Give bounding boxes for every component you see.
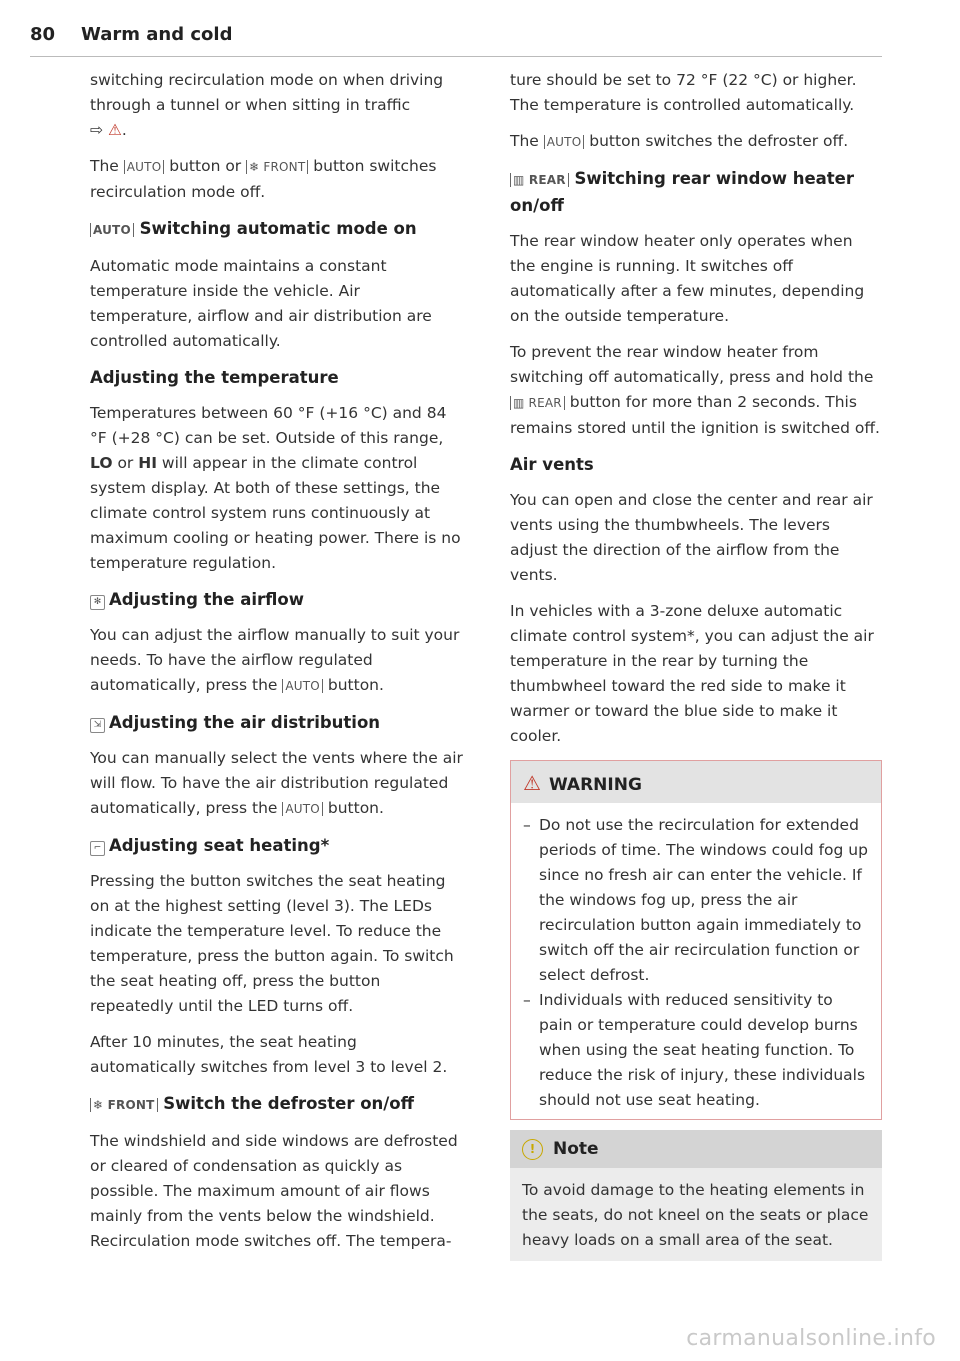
auto-mode-text: Automatic mode maintains a constant temperature inside the vehicle. Air temperature, airflow and air distribution are controlled automatically. xyxy=(90,257,432,350)
rear-key: ▥ REAR xyxy=(510,173,569,187)
heading-temperature: Adjusting the temperature xyxy=(90,368,339,387)
warning-box xyxy=(510,760,882,1120)
page-number: 80 xyxy=(30,24,56,45)
seat-heating-text: Pressing the button switches the seat heating on at the highest setting (level 3). The LEDs indicate the temperature level. To reduce the temperature, press the button again. To switch the seat heating off, press the button repeatedly until the LED turns off. xyxy=(90,872,454,1015)
note-text: To avoid damage to the heating elements in the seats, do not kneel on the seats or place heavy loads on a small area of the seat. xyxy=(522,1181,869,1249)
info-icon: ! xyxy=(522,1139,543,1160)
right-column xyxy=(510,68,882,1261)
recirculation-off-text: The AUTO button or ❄ FRONT button switches recirculation mode off. xyxy=(90,157,437,201)
left-column xyxy=(90,68,465,1265)
warning-item: – Do not use the recirculation for extended periods of time. The windows could fog up since no fresh air can enter the vehicle. If the windows fog up, press the air recirculation button again immediately to switch off the air recirculation function or select defrost. xyxy=(523,816,868,984)
air-distribution-text: You can manually select the vents where the air will flow. To have the air distribution regulated automatically, press the AUTO button. xyxy=(90,749,463,817)
warning-list xyxy=(511,803,881,1119)
seat-heating-icon: ⌐ xyxy=(90,841,105,856)
warning-ref-icon: ⚠ xyxy=(107,121,122,139)
defroster-continued-text: ture should be set to 72 °F (22 °C) or higher. The temperature is controlled automatically. xyxy=(510,71,857,114)
warning-icon: ⚠ xyxy=(523,771,541,795)
section-title: Warm and cold xyxy=(81,24,233,45)
rear-heater-text: The rear window heater only operates when the engine is running. It switches off automatically after a few minutes, depending on the outside temperature. xyxy=(510,232,865,325)
warning-item: – Individuals with reduced sensitivity to pain or temperature could develop burns when using the seat heating function. To reduce the risk of injury, these individuals should not use seat heating. xyxy=(523,991,866,1109)
note-box xyxy=(510,1130,882,1261)
airflow-text: You can adjust the airflow manually to suit your needs. To have the airflow regulated automatically, press the AUTO button. xyxy=(90,626,460,694)
heading-air-distribution: ⇲ Adjusting the air distribution xyxy=(90,710,465,735)
temperature-text: Temperatures between 60 °F (+16 °C) and 84 °F (+28 °C) can be set. Outside of this range, LO or HI will appear in the climate control system display. At both of these settings, the climate control system runs continuously at maximum cooling or heating power. There is no temperature regulation. xyxy=(90,404,461,572)
air-vents-text: You can open and close the center and rear air vents using the thumbwheels. The levers adjust the direction of the airflow from the vents. xyxy=(510,491,873,584)
seat-heating-timer-text: After 10 minutes, the seat heating automatically switches from level 3 to level 2. xyxy=(90,1033,448,1076)
heading-rear-window-heater: ▥ REAR Switching rear window heater on/off xyxy=(510,169,855,215)
recirculation-text: switching recirculation mode on when driving through a tunnel or when sitting in traffic ⇨ ⚠. xyxy=(90,71,444,139)
heading-auto-mode: AUTO Switching automatic mode on xyxy=(90,216,465,243)
defroster-off-text: The AUTO button switches the defroster off. xyxy=(510,132,849,150)
heading-seat-heating: ⌐ Adjusting seat heating* xyxy=(90,833,465,858)
heading-air-vents: Air vents xyxy=(510,455,594,474)
heading-airflow: ✻ Adjusting the airflow xyxy=(90,587,465,612)
air-distribution-icon: ⇲ xyxy=(90,718,105,733)
warning-header: ⚠ WARNING xyxy=(511,761,881,803)
fan-icon: ✻ xyxy=(90,595,105,610)
rear-climate-text: In vehicles with a 3-zone deluxe automatic climate control system*, you can adjust the air temperature in the rear by turning the thumbwheel toward the red side to make it warmer or toward the blue side to make it cooler. xyxy=(510,602,874,745)
rear-heater-hold-text: To prevent the rear window heater from switching off automatically, press and hold the ▥ REAR button for more than 2 seconds. This remains stored until the ignition is switched off. xyxy=(510,343,880,437)
note-header: ! Note xyxy=(510,1130,882,1168)
watermark: carmanualsonline.info xyxy=(686,1326,936,1351)
front-key: ❄ FRONT xyxy=(246,160,308,174)
auto-key: AUTO xyxy=(124,160,165,174)
page-header xyxy=(30,22,882,57)
defroster-text: The windshield and side windows are defrosted or cleared of condensation as quickly as possible. The maximum amount of air flows mainly from the vents below the windshield. Recirculation mode switches off. The tempera- xyxy=(90,1132,458,1250)
heading-defroster: ❄ FRONT Switch the defroster on/off xyxy=(90,1091,465,1118)
